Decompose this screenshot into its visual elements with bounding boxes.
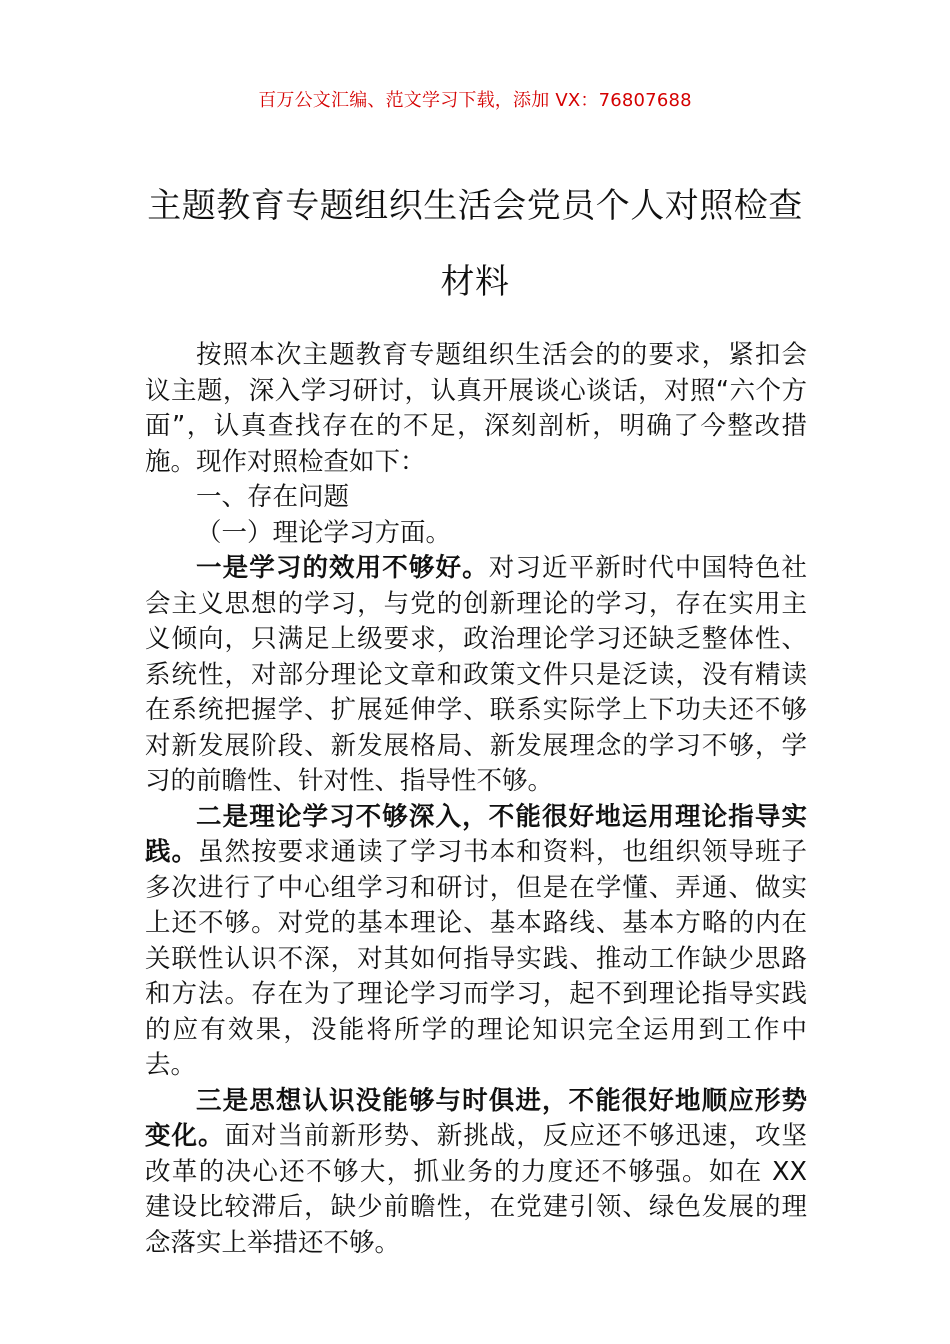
point-3-lead: 三是思想认识没能够与时俱进，不能很好地顺应形势变化。	[145, 1085, 807, 1151]
point-2-lead: 二是理论学习不够深入，不能很好地运用理论指导实践。	[145, 801, 807, 867]
point-paragraph-1	[145, 551, 807, 800]
point-1-body: 对习近平新时代中国特色社会主义思想的学习，与党的创新理论的学习，存在实用主义倾向，只满足上级要求，政治理论学习还缺乏整体性、系统性，对部分理论文章和政策文件只是泛读，没有精读在系统把握学、扩展延伸学、联系实际学上下功夫还不够对新发展阶段、新发展格局、新发展理念的学习不够，学习的前瞻性、针对性、指导性不够。	[145, 553, 807, 796]
promo-banner: 百万公文汇编、范文学习下载，添加 VX：76807688	[258, 90, 692, 111]
point-3-body: 面对当前新形势、新挑战，反应还不够迅速，攻坚改革的决心还不够大，抓业务的力度还不够强。如在 XX 建设比较滞后，缺少前瞻性，在党建引领、绿色发展的理念落实上举措还不够。	[145, 1121, 807, 1258]
point-2-body: 虽然按要求通读了学习书本和资料，也组织领导班子多次进行了中心组学习和研讨，但是在学懂、弄通、做实上还不够。对党的基本理论、基本路线、基本方略的内在关联性认识不深，对其如何指导实践、推动工作缺少思路和方法。存在为了理论学习而学习，起不到理论指导实践的应有效果，没能将所学的理论知识完全运用到工作中去。	[145, 837, 807, 1080]
point-paragraph-3	[145, 1084, 807, 1262]
subsection-heading: （一）理论学习方面。	[196, 517, 452, 548]
intro-paragraph: 按照本次主题教育专题组织生活会的的要求，紧扣会议主题，深入学习研讨，认真开展谈心谈话，对照“六个方面”，认真查找存在的不足，深刻剖析，明确了今整改措施。现作对照检查如下：	[145, 340, 807, 477]
document-body	[145, 338, 807, 1261]
point-paragraph-2	[145, 800, 807, 1084]
point-1-lead: 一是学习的效用不够好。	[196, 553, 489, 583]
section-heading: 一、存在问题	[196, 482, 350, 512]
document-title: 主题教育专题组织生活会党员个人对照检查材料	[147, 186, 803, 302]
